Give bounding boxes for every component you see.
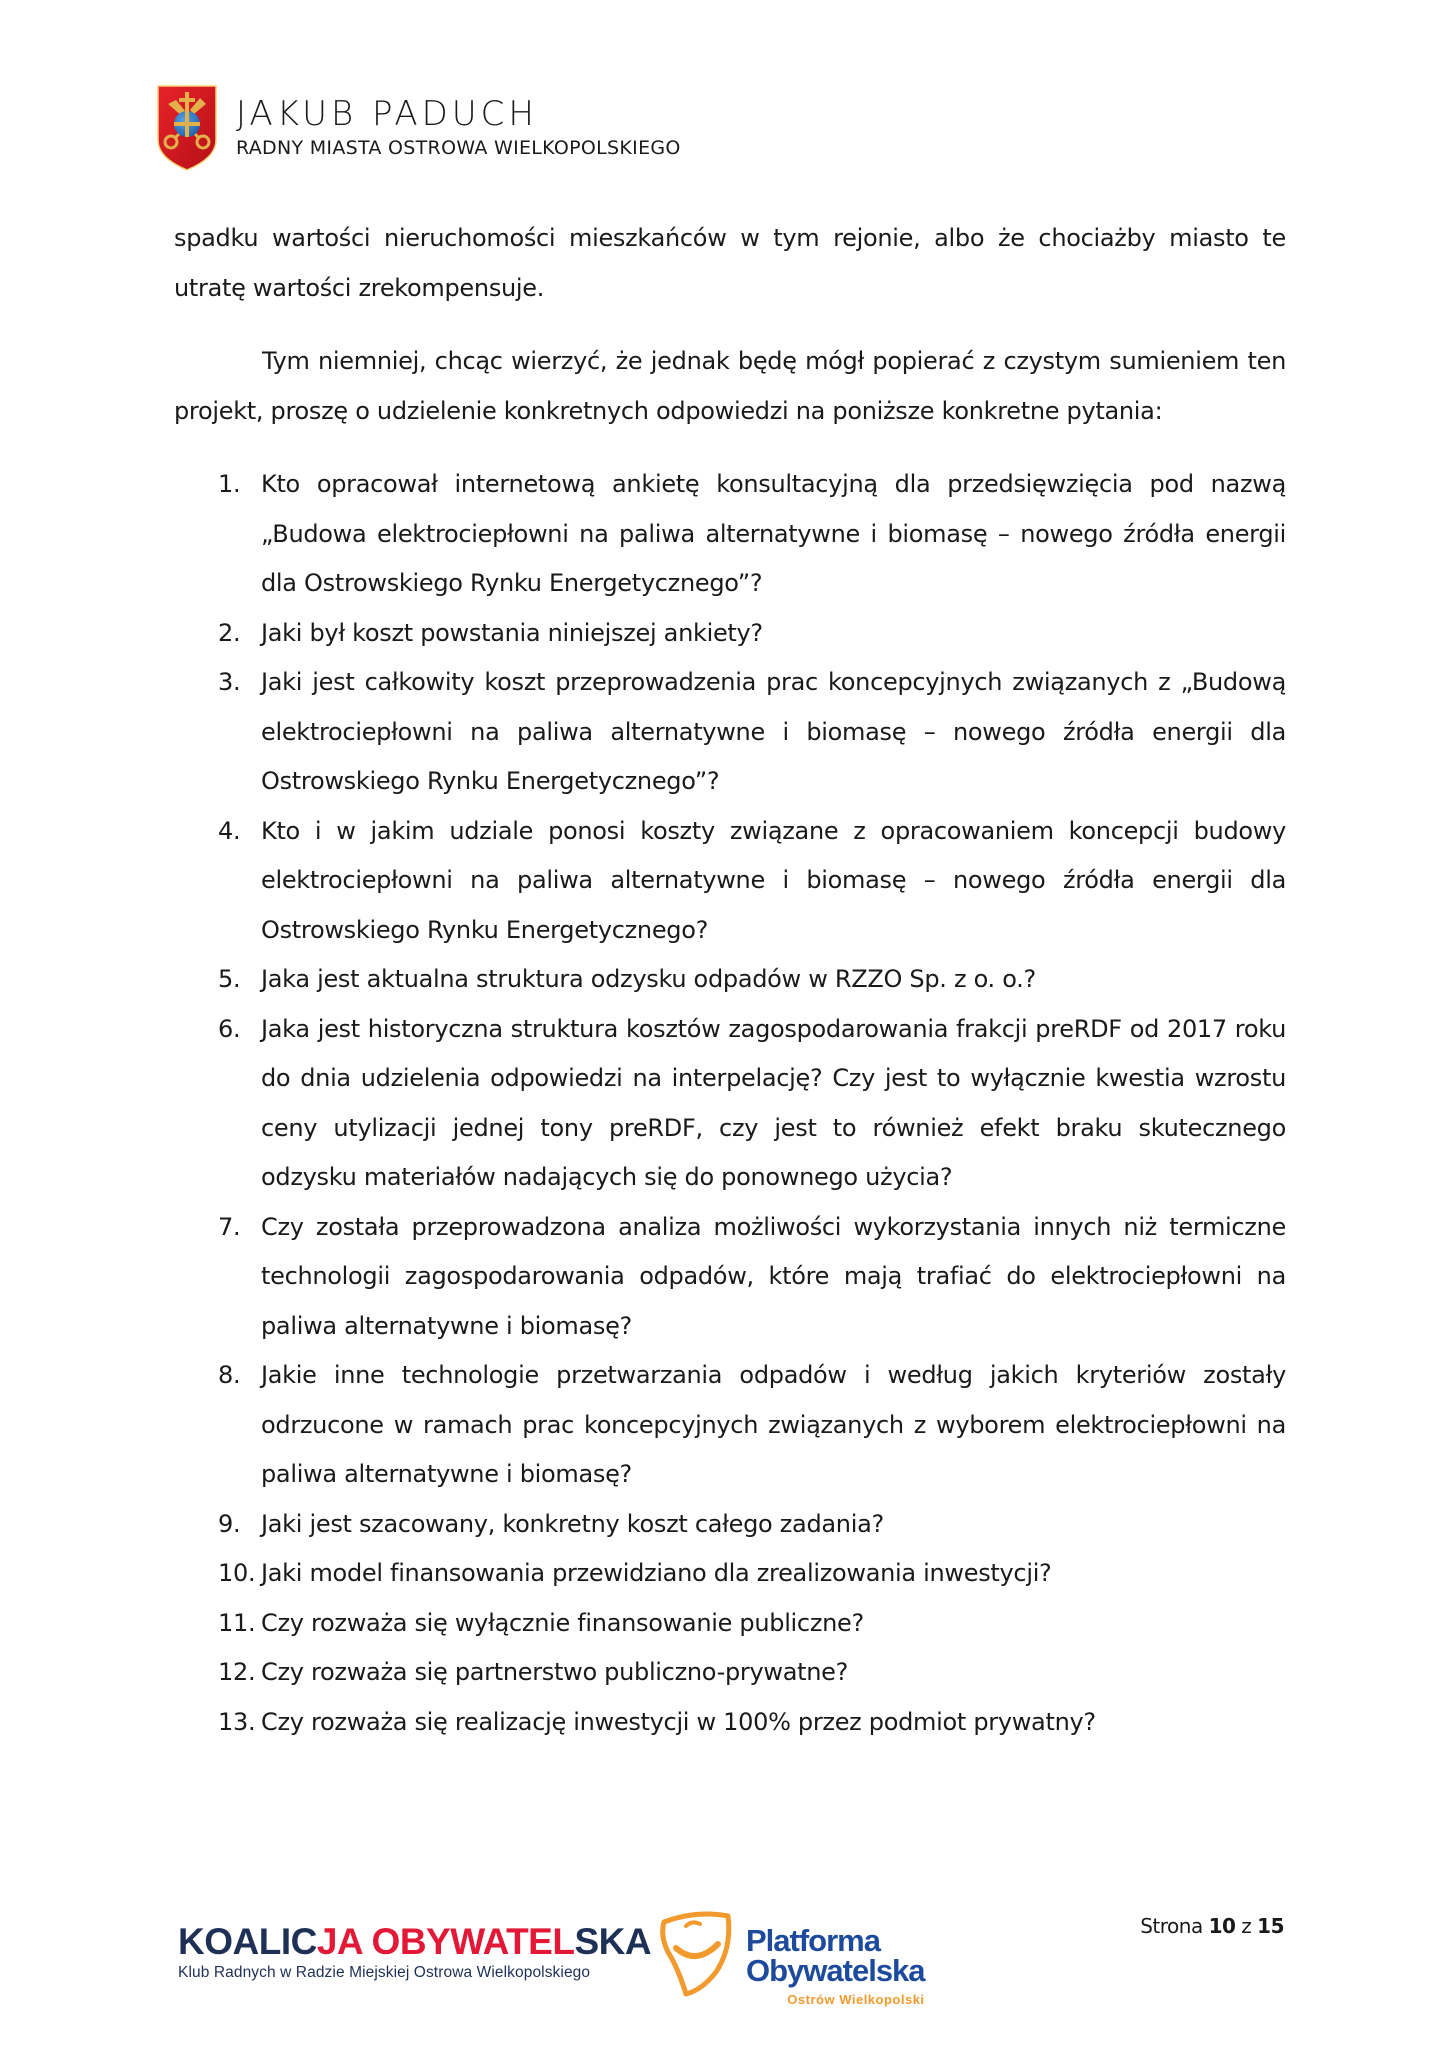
item-number: 1. <box>218 470 241 498</box>
item-number: 10. <box>218 1559 256 1587</box>
list-item <box>174 807 1286 956</box>
item-number: 4. <box>218 816 241 845</box>
item-number: 12. <box>218 1658 256 1686</box>
item-text: Czy rozważa się wyłącznie finansowanie publiczne? <box>261 1608 864 1637</box>
item-number: 5. <box>218 965 241 993</box>
list-item <box>174 1005 1286 1203</box>
list-item <box>174 1203 1286 1352</box>
item-number: 6. <box>218 1014 241 1043</box>
document-footer <box>0 1900 1448 2030</box>
item-number: 3. <box>218 668 241 696</box>
item-text: Jaka jest historyczna struktura kosztów zagospodarowania frakcji preRDF od 2017 roku do dnia udzielenia odpowiedzi na interpelację? Czy jest to wyłącznie kwestia wzrostu ceny utylizacji jednej tony preRDF, czy jest to również efekt braku skutecznego odzysku materiałów nadających się do ponownego użycia? <box>261 1014 1286 1191</box>
list-item <box>174 1648 1286 1698</box>
page-total: 15 <box>1257 1914 1284 1938</box>
item-number: 9. <box>218 1509 241 1538</box>
item-text: Czy rozważa się realizację inwestycji w 100% przez podmiot prywatny? <box>261 1707 1096 1736</box>
page-current: 10 <box>1208 1914 1236 1938</box>
page-number <box>1140 1914 1284 1938</box>
po-logo-city: Ostrów Wielkopolski <box>787 1992 925 2007</box>
paragraph-intro: Tym niemniej, chcąc wierzyć, że jednak będę mógł popierać z czystym sumieniem ten projekt, proszę o udzielenie konkretnych odpowiedzi na poniższe konkretne pytania: <box>174 347 1286 425</box>
item-text: Jakie inne technologie przetwarzania odpadów i według jakich kryteriów zostały odrzucone w ramach prac koncepcyjnych związanych z wyborem elektrociepłowni na paliwa alternatywne i biomasę? <box>261 1361 1286 1488</box>
questions-list <box>174 460 1286 1747</box>
paragraph-continuation: spadku wartości nieruchomości mieszkańców w tym rejonie, albo że chociażby miasto te utratę wartości zrekompensuje. <box>174 224 1286 302</box>
item-text: Czy została przeprowadzona analiza możliwości wykorzystania innych niż termiczne technologii zagospodarowania odpadów, które mają trafiać do elektrociepłowni na paliwa alternatywne i biomasę? <box>261 1212 1286 1340</box>
po-logo-line1: Platforma <box>746 1923 880 1958</box>
author-title: RADNY MIASTA OSTROWA WIELKOPOLSKIEGO <box>236 137 681 159</box>
item-text: Jaki był koszt powstania niniejszej ankiety? <box>261 618 763 647</box>
item-number: 11. <box>218 1608 256 1637</box>
ko-logo-part1: KOALIC <box>178 1921 317 1962</box>
item-number: 2. <box>218 618 241 647</box>
koalicja-obywatelska-logo <box>178 1922 651 1982</box>
item-text: Jaka jest aktualna struktura odzysku odpadów w RZZO Sp. z o. o.? <box>261 965 1036 993</box>
list-item <box>174 1549 1286 1599</box>
ko-logo-title <box>178 1922 651 1962</box>
item-text: Kto opracował internetową ankietę konsultacyjną dla przedsięwzięcia pod nazwą „Budowa elektrociepłowni na paliwa alternatywne i biomasę – nowego źródła energii dla Ostrowskiego Rynku Energetycznego”? <box>261 470 1286 597</box>
item-number: 7. <box>218 1212 241 1241</box>
list-item <box>174 658 1286 807</box>
page-label: Strona <box>1140 1914 1203 1938</box>
item-number: 8. <box>218 1361 241 1389</box>
item-text: Kto i w jakim udziale ponosi koszty związane z opracowaniem koncepcji budowy elektrociepłowni na paliwa alternatywne i biomasę – nowego źródła energii dla Ostrowskiego Rynku Energetycznego? <box>261 816 1286 944</box>
item-text: Jaki jest szacowany, konkretny koszt całego zadania? <box>261 1509 884 1538</box>
author-name: JAKUB PADUCH <box>236 94 538 134</box>
page-separator: z <box>1241 1914 1252 1938</box>
list-item <box>174 609 1286 659</box>
ko-logo-subtitle: Klub Radnych w Radzie Miejskiej Ostrowa Wielkopolskiego <box>178 1964 591 1981</box>
list-item <box>174 1351 1286 1500</box>
item-text: Jaki jest całkowity koszt przeprowadzenia prac koncepcyjnych związanych z „Budową elektrociepłowni na paliwa alternatywne i biomasę – nowego źródła energii dla Ostrowskiego Rynku Energetycznego”? <box>261 668 1286 795</box>
city-coat-of-arms-icon <box>156 84 218 172</box>
po-shield-smile-icon <box>656 1908 736 1998</box>
list-item <box>174 955 1286 1005</box>
list-item <box>174 1698 1286 1748</box>
document-body <box>174 214 1286 1747</box>
ko-logo-part2: JA OBYWATEL <box>316 1921 575 1962</box>
list-item <box>174 460 1286 609</box>
item-number: 13. <box>218 1707 256 1736</box>
item-text: Czy rozważa się partnerstwo publiczno-prywatne? <box>261 1658 849 1686</box>
item-text: Jaki model finansowania przewidziano dla zrealizowania inwestycji? <box>261 1559 1052 1587</box>
po-logo-line2: Obywatelska <box>746 1953 925 1988</box>
document-header <box>156 80 681 176</box>
platforma-obywatelska-logo <box>656 1908 925 2007</box>
ko-logo-part3: SKA <box>574 1921 652 1962</box>
list-item <box>174 1599 1286 1649</box>
list-item <box>174 1500 1286 1550</box>
